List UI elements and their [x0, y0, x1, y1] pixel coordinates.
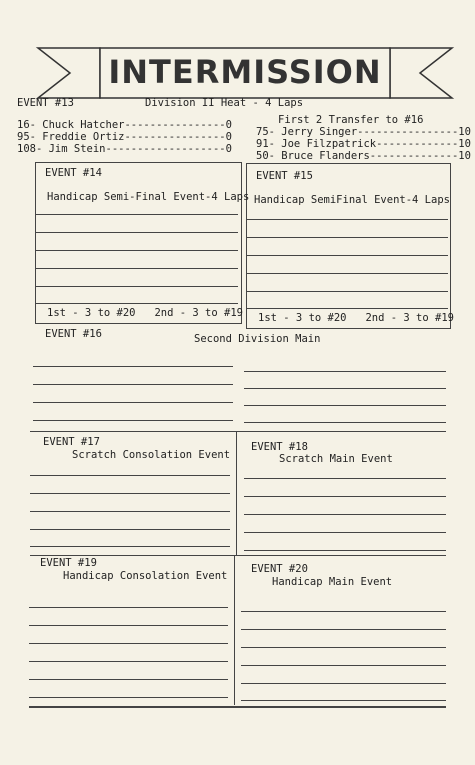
event14-title: Handicap Semi-Final Event-4 Laps [47, 191, 250, 203]
event13-entry: 91- Joe Filzpatrick-------------10 [256, 138, 471, 150]
event20-label: EVENT #20 [251, 563, 308, 575]
entry-line [36, 268, 238, 269]
event13-title: Division II Heat - 4 Laps [145, 97, 304, 109]
event14-footer: 1st - 3 to #20 2nd - 3 to #19 [47, 307, 243, 319]
event18-label: EVENT #18 [251, 441, 308, 453]
entry-line [29, 661, 228, 662]
entry-line [30, 546, 230, 547]
entry-line [29, 679, 228, 680]
entry-line [244, 514, 446, 515]
entry-line [241, 611, 446, 612]
banner-title: INTERMISSION [108, 53, 382, 91]
section-divider [30, 431, 446, 432]
event14-box [35, 162, 242, 324]
event14-label: EVENT #14 [45, 167, 102, 179]
event13-entry: 108- Jim Stein-------------------0 [17, 143, 232, 155]
entry-line [247, 237, 448, 238]
entry-line [241, 665, 446, 666]
event19-label: EVENT #19 [40, 557, 97, 569]
event15-box [246, 163, 451, 329]
event17-title: Scratch Consolation Event [72, 449, 231, 461]
entry-line [244, 405, 446, 406]
entry-line [247, 273, 448, 274]
entry-line [241, 629, 446, 630]
section-divider [30, 555, 446, 556]
entry-line [241, 647, 446, 648]
column-divider [236, 431, 237, 556]
entry-line [33, 402, 233, 403]
entry-line [244, 422, 446, 423]
entry-line [244, 550, 446, 551]
event13-transfer-note: First 2 Transfer to #16 [278, 114, 424, 126]
entry-line [247, 308, 448, 309]
event16-title: Second Division Main [194, 333, 321, 345]
entry-line [29, 643, 228, 644]
entry-line [36, 232, 238, 233]
event13-entry: 50- Bruce Flanders--------------10 [256, 150, 471, 162]
entry-line [29, 697, 228, 698]
entry-line [30, 475, 230, 476]
entry-line [247, 255, 448, 256]
entry-line [36, 303, 238, 304]
entry-line [241, 700, 446, 701]
entry-line [33, 366, 233, 367]
entry-line [244, 496, 446, 497]
event13-entry: 95- Freddie Ortiz----------------0 [17, 131, 232, 143]
event15-footer: 1st - 3 to #20 2nd - 3 to #19 [258, 312, 454, 324]
event13-entry: 16- Chuck Hatcher----------------0 [17, 119, 232, 131]
entry-line [247, 291, 448, 292]
event18-title: Scratch Main Event [279, 453, 393, 465]
entry-line [30, 511, 230, 512]
column-divider [234, 555, 235, 705]
entry-line [244, 478, 446, 479]
entry-line [33, 420, 233, 421]
bottom-rule [29, 706, 446, 708]
entry-line [241, 683, 446, 684]
entry-line [29, 625, 228, 626]
entry-line [30, 529, 230, 530]
entry-line [36, 250, 238, 251]
event15-label: EVENT #15 [256, 170, 313, 182]
event16-label: EVENT #16 [45, 328, 102, 340]
event19-title: Handicap Consolation Event [63, 570, 228, 582]
entry-line [36, 214, 238, 215]
event13-label: EVENT #13 [17, 97, 74, 109]
entry-line [33, 384, 233, 385]
entry-line [30, 493, 230, 494]
entry-line [244, 388, 446, 389]
entry-line [29, 607, 228, 608]
event15-title: Handicap SemiFinal Event-4 Laps [254, 194, 450, 206]
entry-line [244, 532, 446, 533]
event17-label: EVENT #17 [43, 436, 100, 448]
entry-line [247, 219, 448, 220]
entry-line [36, 286, 238, 287]
event20-title: Handicap Main Event [272, 576, 393, 588]
event13-entry: 75- Jerry Singer----------------10 [256, 126, 471, 138]
entry-line [244, 371, 446, 372]
